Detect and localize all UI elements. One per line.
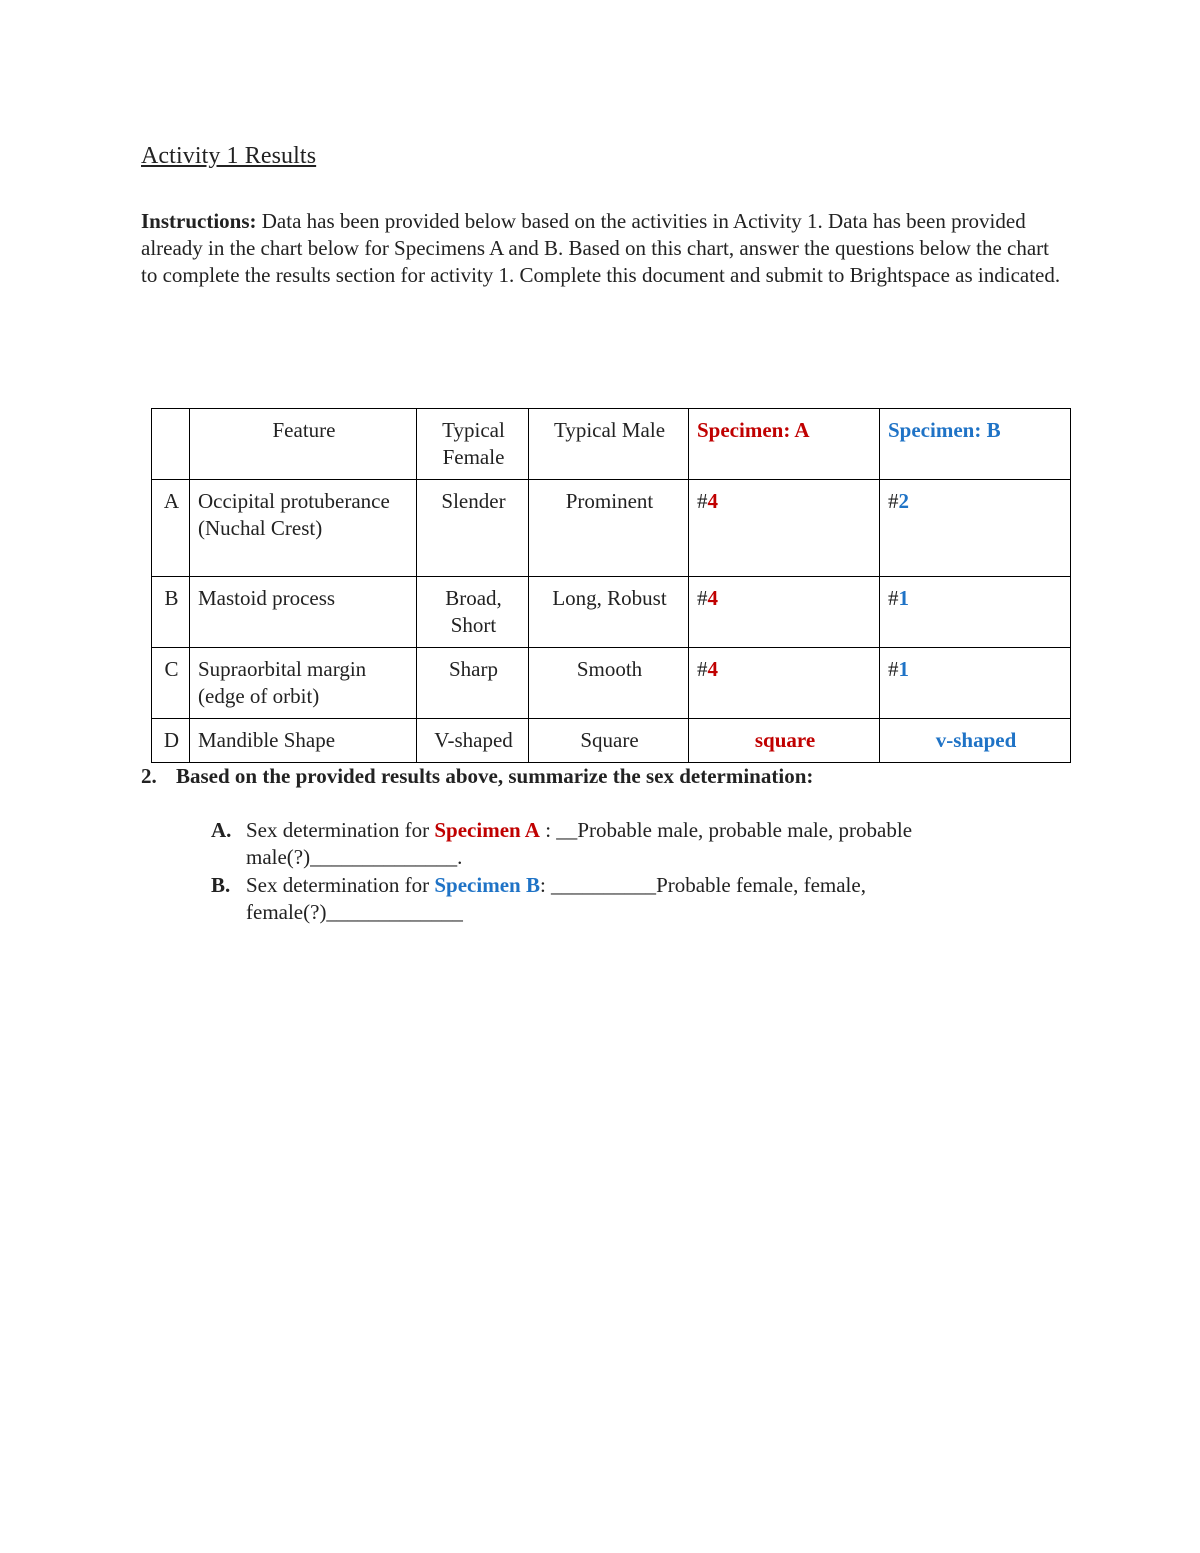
row-feature: Mandible Shape [190, 719, 417, 763]
row-typical-male: Smooth [529, 648, 689, 719]
answer-text: Probable male, probable male, probable male(?)______________. [246, 818, 913, 870]
row-typical-female: V-shaped [417, 719, 529, 763]
table-header-row [152, 409, 1071, 480]
answers-list [211, 817, 1031, 927]
row-letter: A [152, 480, 190, 577]
row-typical-female: Sharp [417, 648, 529, 719]
specimen-a-value: 4 [707, 657, 718, 681]
instructions-text: Data has been provided below based on the activities in Activity 1. Data has been provided already in the chart below for Specimens A and B. Based on this chart, answer the questions below the chart to complete the results section for activity 1. Complete this document and submit to Brightspace as indicated. [141, 209, 1061, 288]
answer-prefix: Sex determination for [246, 818, 435, 842]
header-typical-female: Typical Female [417, 409, 529, 480]
page-title: Activity 1 Results [141, 143, 317, 169]
results-table-wrapper [151, 408, 1070, 763]
header-typical-male: Typical Male [529, 409, 689, 480]
row-letter: C [152, 648, 190, 719]
header-specimen-b: Specimen: B [880, 409, 1071, 480]
row-typical-female: Broad, Short [417, 577, 529, 648]
specimen-a-value: 4 [707, 489, 718, 513]
header-feature: Feature [190, 409, 417, 480]
specimen-b-hash: # [888, 586, 899, 610]
specimen-a-hash: # [697, 657, 708, 681]
row-specimen-b: v-shaped [880, 719, 1071, 763]
row-specimen-b [880, 648, 1071, 719]
answer-specimen: Specimen A [434, 818, 540, 842]
specimen-b-hash: # [888, 489, 899, 513]
specimen-a-value: 4 [707, 586, 718, 610]
row-specimen-b [880, 577, 1071, 648]
table-row [152, 577, 1071, 648]
row-letter: B [152, 577, 190, 648]
answer-b [211, 872, 1031, 927]
specimen-b-value: 1 [898, 586, 909, 610]
row-typical-male: Long, Robust [529, 577, 689, 648]
specimen-b-value: 1 [898, 657, 909, 681]
answer-letter: B. [211, 872, 231, 897]
specimen-b-hash: # [888, 657, 899, 681]
row-feature: Supraorbital margin (edge of orbit) [190, 648, 417, 719]
row-letter: D [152, 719, 190, 763]
instructions-paragraph [141, 208, 1061, 290]
answer-prefix: Sex determination for [246, 872, 435, 897]
row-typical-male: Prominent [529, 480, 689, 577]
answer-text: Probable female, female, female(?)_____________ [246, 872, 866, 925]
specimen-b-value: 2 [898, 489, 909, 513]
instructions-label: Instructions: [141, 209, 257, 233]
results-table [151, 408, 1071, 763]
row-feature: Occipital protuberance (Nuchal Crest) [190, 480, 417, 577]
question-number: 2. [141, 764, 157, 788]
answer-separator: : __ [539, 818, 578, 842]
row-typical-female: Slender [417, 480, 529, 577]
row-feature: Mastoid process [190, 577, 417, 648]
table-row [152, 648, 1071, 719]
table-row [152, 480, 1071, 577]
question-text: Based on the provided results above, summarize the sex determination: [176, 764, 814, 788]
answer-specimen: Specimen B [434, 872, 540, 897]
row-typical-male: Square [529, 719, 689, 763]
row-specimen-b [880, 480, 1071, 577]
answer-separator: : __________ [539, 872, 657, 897]
table-row [152, 719, 1071, 763]
specimen-a-hash: # [697, 489, 708, 513]
row-specimen-a [689, 480, 880, 577]
header-specimen-a: Specimen: A [689, 409, 880, 480]
header-letter-cell [152, 409, 190, 480]
row-specimen-a: square [689, 719, 880, 763]
specimen-a-hash: # [697, 586, 708, 610]
answer-letter: A. [211, 818, 232, 842]
answer-a [211, 817, 1031, 872]
row-specimen-a [689, 577, 880, 648]
question-2 [141, 764, 813, 789]
row-specimen-a [689, 648, 880, 719]
